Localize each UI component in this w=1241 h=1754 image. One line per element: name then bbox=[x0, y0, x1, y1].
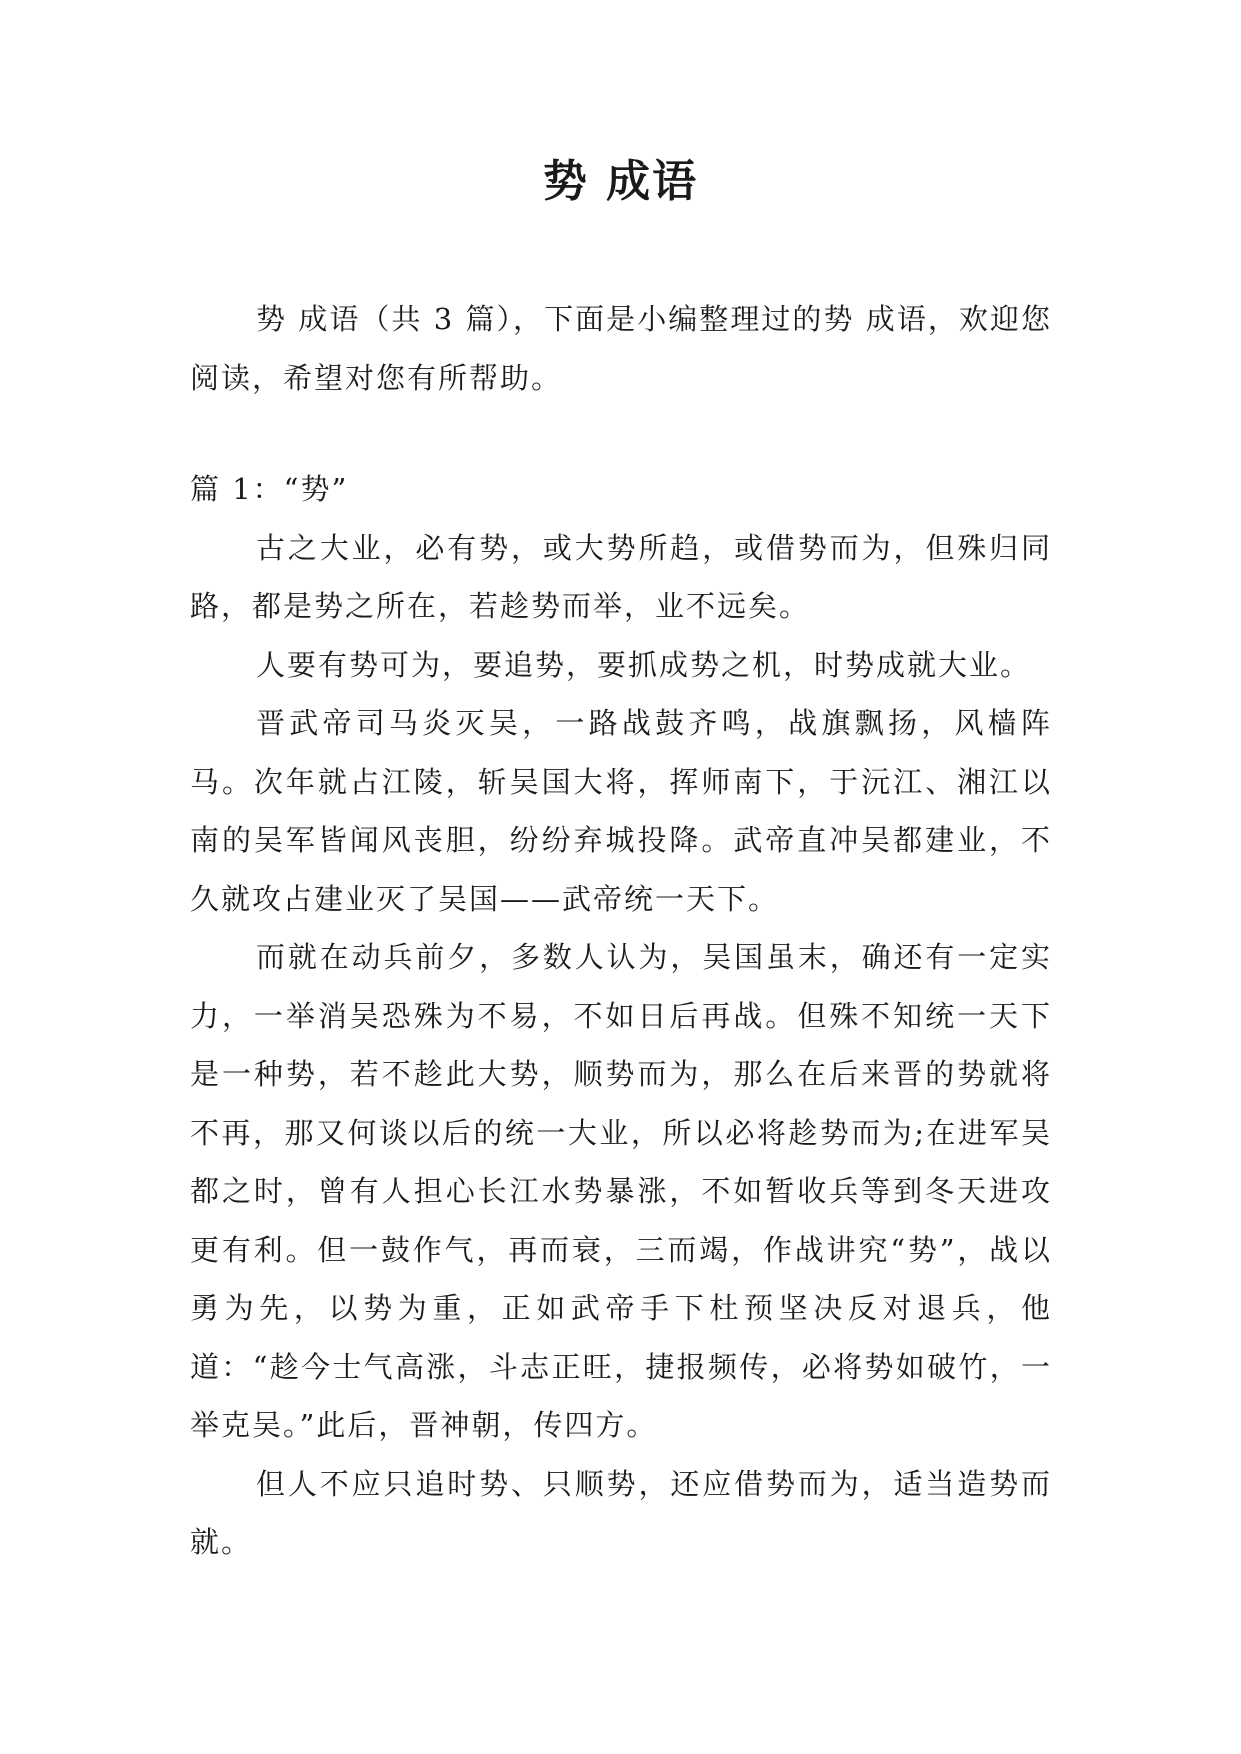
section-heading: 篇 1：“势” bbox=[190, 472, 349, 506]
paragraph: 人要有势可为，要追势，要抓成势之机，时势成就大业。 bbox=[256, 647, 1032, 682]
paragraph: 而就在动兵前夕，多数人认为，吴国虽末，确还有一定实力，一举消吴恐殊为不易，不如日后再战。但殊不知统一天下是一种势，若不趁此大势，顺势而为，那么在后来晋的势就将不再，那又何谈以后的统一大业，所以必将趁势而为;在进军吴都之时，曾有人担心长江水势暴涨，不如暂收兵等到冬天进攻更有利。但一鼓作气，再而衰，三而竭，作战讲究“势”，战以勇为先，以势为重，正如武帝手下杜预坚决反对退兵，他道：“趁今士气高涨，斗志正旺，捷报频传，必将势如破竹，一举克吴。”此后，晋神朝，传四方。 bbox=[190, 940, 1052, 1442]
paragraph: 古之大业，必有势，或大势所趋，或借势而为，但殊归同路，都是势之所在，若趁势而举，业不远矣。 bbox=[190, 530, 1052, 623]
document-title: 势 成语 bbox=[542, 156, 699, 207]
intro-block bbox=[190, 290, 1052, 407]
paragraph: 但人不应只追时势、只顺势，还应借势而为，适当造势而就。 bbox=[190, 1466, 1052, 1559]
article-body bbox=[190, 460, 1052, 1572]
intro-paragraph: 势 成语（共 3 篇），下面是小编整理过的势 成语，欢迎您阅读，希望对您有所帮助。 bbox=[190, 302, 1052, 395]
paragraph: 晋武帝司马炎灭吴，一路战鼓齐鸣，战旗飘扬，风樯阵马。次年就占江陵，斩吴国大将，挥师南下，于沅江、湘江以南的吴军皆闻风丧胆，纷纷弃城投降。武帝直冲吴都建业，不久就攻占建业灭了吴国——武帝统一天下。 bbox=[190, 706, 1052, 916]
